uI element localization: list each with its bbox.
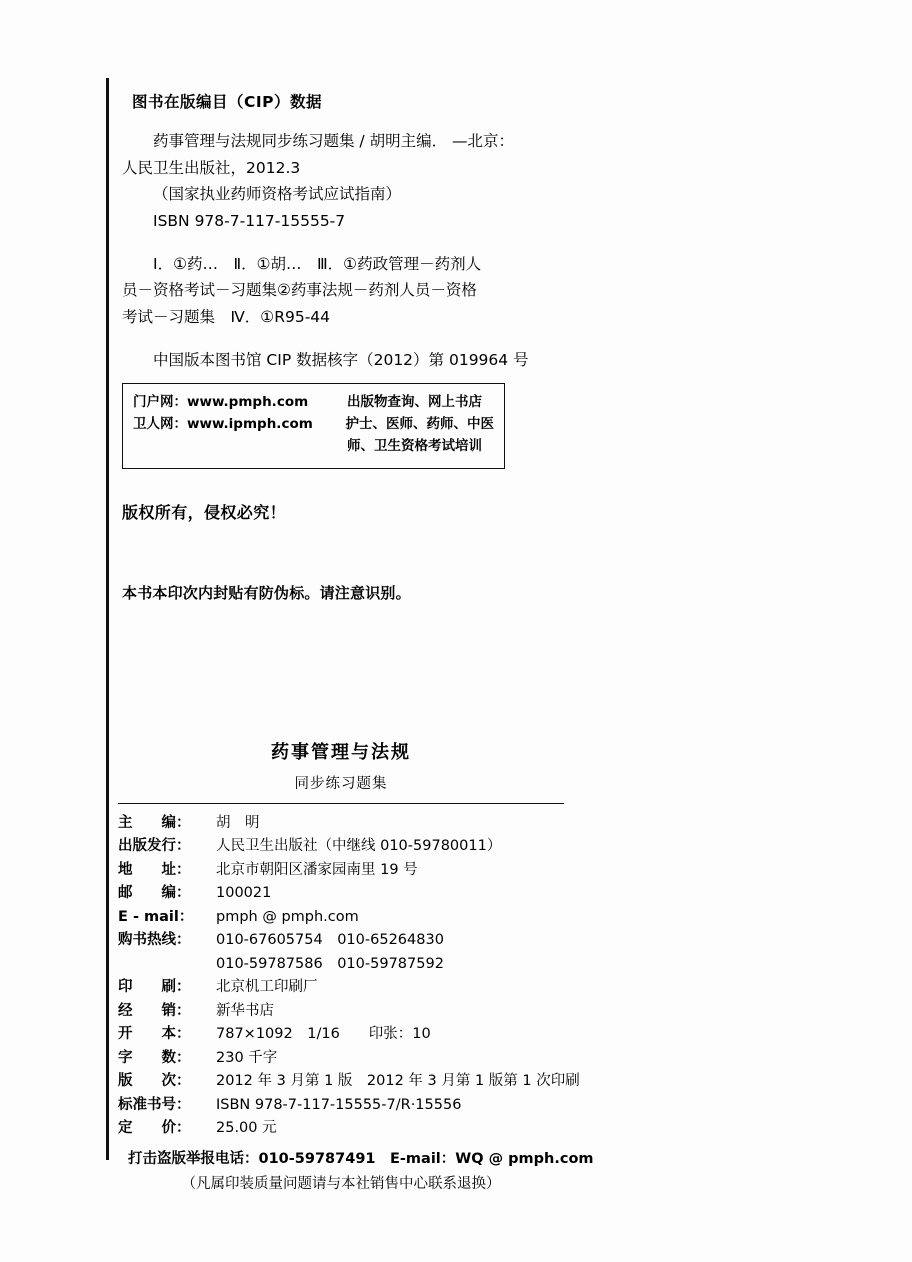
colophon-row (118, 882, 564, 905)
book-subtitle: 同步练习题集 (294, 776, 388, 792)
colophon-key: 标准书号： (118, 1096, 191, 1113)
copyright-notice: 版权所有，侵权必究！ (122, 503, 287, 522)
colophon-key: 购书热线： (118, 932, 191, 949)
cip-archive-line: 中国版本图书馆 CIP 数据核字（2012）第 019964 号 (153, 350, 529, 369)
colophon-key: 定 价： (118, 1120, 191, 1137)
colophon-row (118, 1094, 564, 1117)
colophon-row (118, 1023, 564, 1046)
piracy-report-line[interactable]: 打击盗版举报电话：010-59787491 E-mail：WQ @ pmph.com (128, 1150, 594, 1167)
portal-site-label[interactable]: 门户网：www.pmph.com (133, 394, 309, 410)
website-row (133, 414, 494, 436)
cip-section (122, 78, 572, 373)
colophon-value[interactable]: pmph @ pmph.com (216, 908, 359, 925)
colophon-row (118, 1047, 564, 1070)
colophon-value: 北京市朝阳区潘家园南里 19 号 (216, 861, 418, 878)
colophon-value: 北京机工印刷厂 (216, 979, 318, 996)
cip-entry (122, 128, 572, 235)
colophon-key: 出版发行： (118, 838, 191, 855)
website-row (133, 392, 494, 414)
website-info-box (122, 383, 505, 469)
cip-entry-line: 人民卫生出版社，2012.3 (122, 158, 301, 177)
colophon-row (118, 929, 564, 952)
colophon-value: 787×1092 1/16 印张：10 (216, 1026, 431, 1043)
colophon-section (118, 738, 594, 1193)
colophon-value: 新华书店 (216, 1002, 274, 1019)
colophon-value: 25.00 元 (216, 1120, 277, 1137)
colophon-key: 地 址： (118, 861, 191, 878)
colophon-row (118, 1000, 564, 1023)
colophon-row (118, 859, 564, 882)
cip-classification-line: 员－资格考试－习题集②药事法规－药剂人员－资格 (122, 281, 477, 300)
cip-series-line: （国家执业药师资格考试应试指南） (153, 185, 402, 204)
cip-heading: 图书在版编目（CIP）数据 (132, 93, 323, 111)
health-personnel-site-desc-continued: 师、卫生资格考试培训 (347, 437, 482, 454)
colophon-key: 邮 编： (118, 885, 191, 902)
book-title: 药事管理与法规 (271, 742, 411, 763)
colophon-row (118, 1070, 580, 1093)
colophon-key: 字 数： (118, 1049, 191, 1066)
colophon-key: 版 次： (118, 1073, 191, 1090)
cip-classification-line: 考试－习题集 Ⅳ．①R95-44 (122, 307, 331, 326)
colophon-key: 开 本： (118, 1026, 191, 1043)
left-margin-rule (106, 78, 109, 1160)
anti-counterfeit-notice: 本书本印次内封贴有防伪标。请注意识别。 (122, 584, 411, 602)
cip-entry-line: 药事管理与法规同步练习题集 / 胡明主编． —北京： (153, 132, 515, 150)
colophon-value: 230 千字 (216, 1049, 278, 1066)
cip-isbn-line: ISBN 978-7-117-15555-7 (153, 211, 346, 230)
cip-classification-line: Ⅰ．①药… Ⅱ．①胡… Ⅲ．①药政管理－药剂人 (153, 254, 482, 273)
colophon-row (118, 976, 564, 999)
colophon-key: 经 销： (118, 1002, 191, 1019)
colophon-row (118, 835, 564, 858)
health-personnel-site-label[interactable]: 卫人网：www.ipmph.com (133, 415, 313, 432)
colophon-value: 2012 年 3 月第 1 版 2012 年 3 月第 1 版第 1 次印刷 (216, 1073, 580, 1090)
portal-site-desc: 出版物查询、网上书店 (347, 394, 482, 410)
cip-classification (122, 251, 572, 331)
colophon-value: 胡 明 (216, 815, 260, 831)
colophon-divider (118, 803, 564, 804)
cip-archive-number (122, 347, 572, 374)
quality-exchange-note: （凡属印装质量问题请与本社销售中心联系退换） (181, 1175, 501, 1192)
health-personnel-site-desc: 护士、医师、药师、中医 (345, 415, 494, 432)
colophon-row (118, 906, 564, 929)
colophon-key: 主 编： (118, 815, 191, 831)
colophon-value-continued: 010-59787586 010-59787592 (216, 955, 444, 972)
colophon-value: ISBN 978-7-117-15555-7/R·15556 (216, 1096, 462, 1113)
colophon-key: E - mail： (118, 908, 194, 925)
colophon-list (118, 812, 580, 1141)
colophon-value: 010-67605754 010-65264830 (216, 932, 444, 949)
colophon-value: 100021 (216, 885, 272, 902)
colophon-key: 印 刷： (118, 979, 191, 996)
colophon-value: 人民卫生出版社（中继线 010-59780011） (216, 838, 502, 855)
colophon-row (118, 1117, 564, 1140)
colophon-row (118, 812, 564, 835)
